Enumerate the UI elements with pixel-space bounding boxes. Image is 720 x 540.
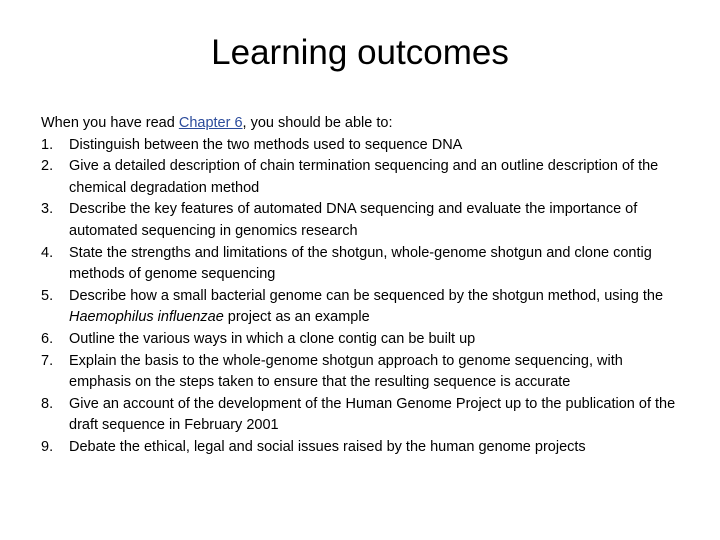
slide-content bbox=[41, 113, 681, 459]
outcome-item bbox=[41, 394, 681, 437]
outcome-number: 6. bbox=[41, 330, 54, 347]
outcome-text-after: project as an example bbox=[223, 309, 370, 326]
outcome-item bbox=[41, 351, 681, 394]
outcome-text-before: Describe how a small bacterial genome can be sequenced by the shotgun method, using the bbox=[69, 287, 664, 304]
outcome-item bbox=[41, 243, 681, 286]
outcome-text: Describe the key features of automated DNA sequencing and evaluate the importance of automated sequencing in genomics research bbox=[69, 201, 638, 239]
intro-after: , you should be able to: bbox=[242, 115, 393, 131]
outcome-item bbox=[41, 437, 681, 459]
outcome-item bbox=[41, 286, 681, 329]
outcome-number: 4. bbox=[41, 244, 54, 261]
outcome-text: Debate the ethical, legal and social issues raised by the human genome projects bbox=[69, 438, 586, 455]
organism-name: Haemophilus influenzae bbox=[69, 309, 224, 326]
outcome-text: Give an account of the development of the Human Genome Project up to the publication of the draft sequence in February 2001 bbox=[69, 395, 676, 434]
outcome-number: 7. bbox=[41, 352, 54, 369]
outcome-number: 3. bbox=[41, 201, 54, 218]
outcome-item bbox=[41, 135, 681, 157]
outcome-number: 9. bbox=[41, 438, 54, 455]
outcomes-list bbox=[41, 135, 681, 459]
intro-before: When you have read bbox=[41, 115, 179, 131]
outcome-text: Distinguish between the two methods used to sequence DNA bbox=[69, 136, 463, 153]
outcome-text: Outline the various ways in which a clone contig can be built up bbox=[69, 330, 476, 347]
outcome-item bbox=[41, 156, 681, 199]
intro-text bbox=[41, 113, 681, 135]
outcome-number: 2. bbox=[41, 158, 54, 175]
outcome-number: 1. bbox=[41, 136, 54, 153]
outcome-number: 8. bbox=[41, 395, 54, 412]
slide-title: Learning outcomes bbox=[211, 33, 509, 72]
outcome-item bbox=[41, 199, 681, 242]
outcome-number: 5. bbox=[41, 287, 54, 304]
chapter-link[interactable]: Chapter 6 bbox=[178, 115, 243, 131]
outcome-text: Give a detailed description of chain termination sequencing and an outline description of the chemical degradation method bbox=[69, 158, 659, 196]
outcome-text: Explain the basis to the whole-genome shotgun approach to genome sequencing, with emphasis on the steps taken to ensure that the resulting sequence is accurate bbox=[69, 352, 623, 391]
outcome-text: State the strengths and limitations of the shotgun, whole-genome shotgun and clone contig methods of genome sequencing bbox=[69, 244, 652, 283]
outcome-item bbox=[41, 329, 681, 351]
